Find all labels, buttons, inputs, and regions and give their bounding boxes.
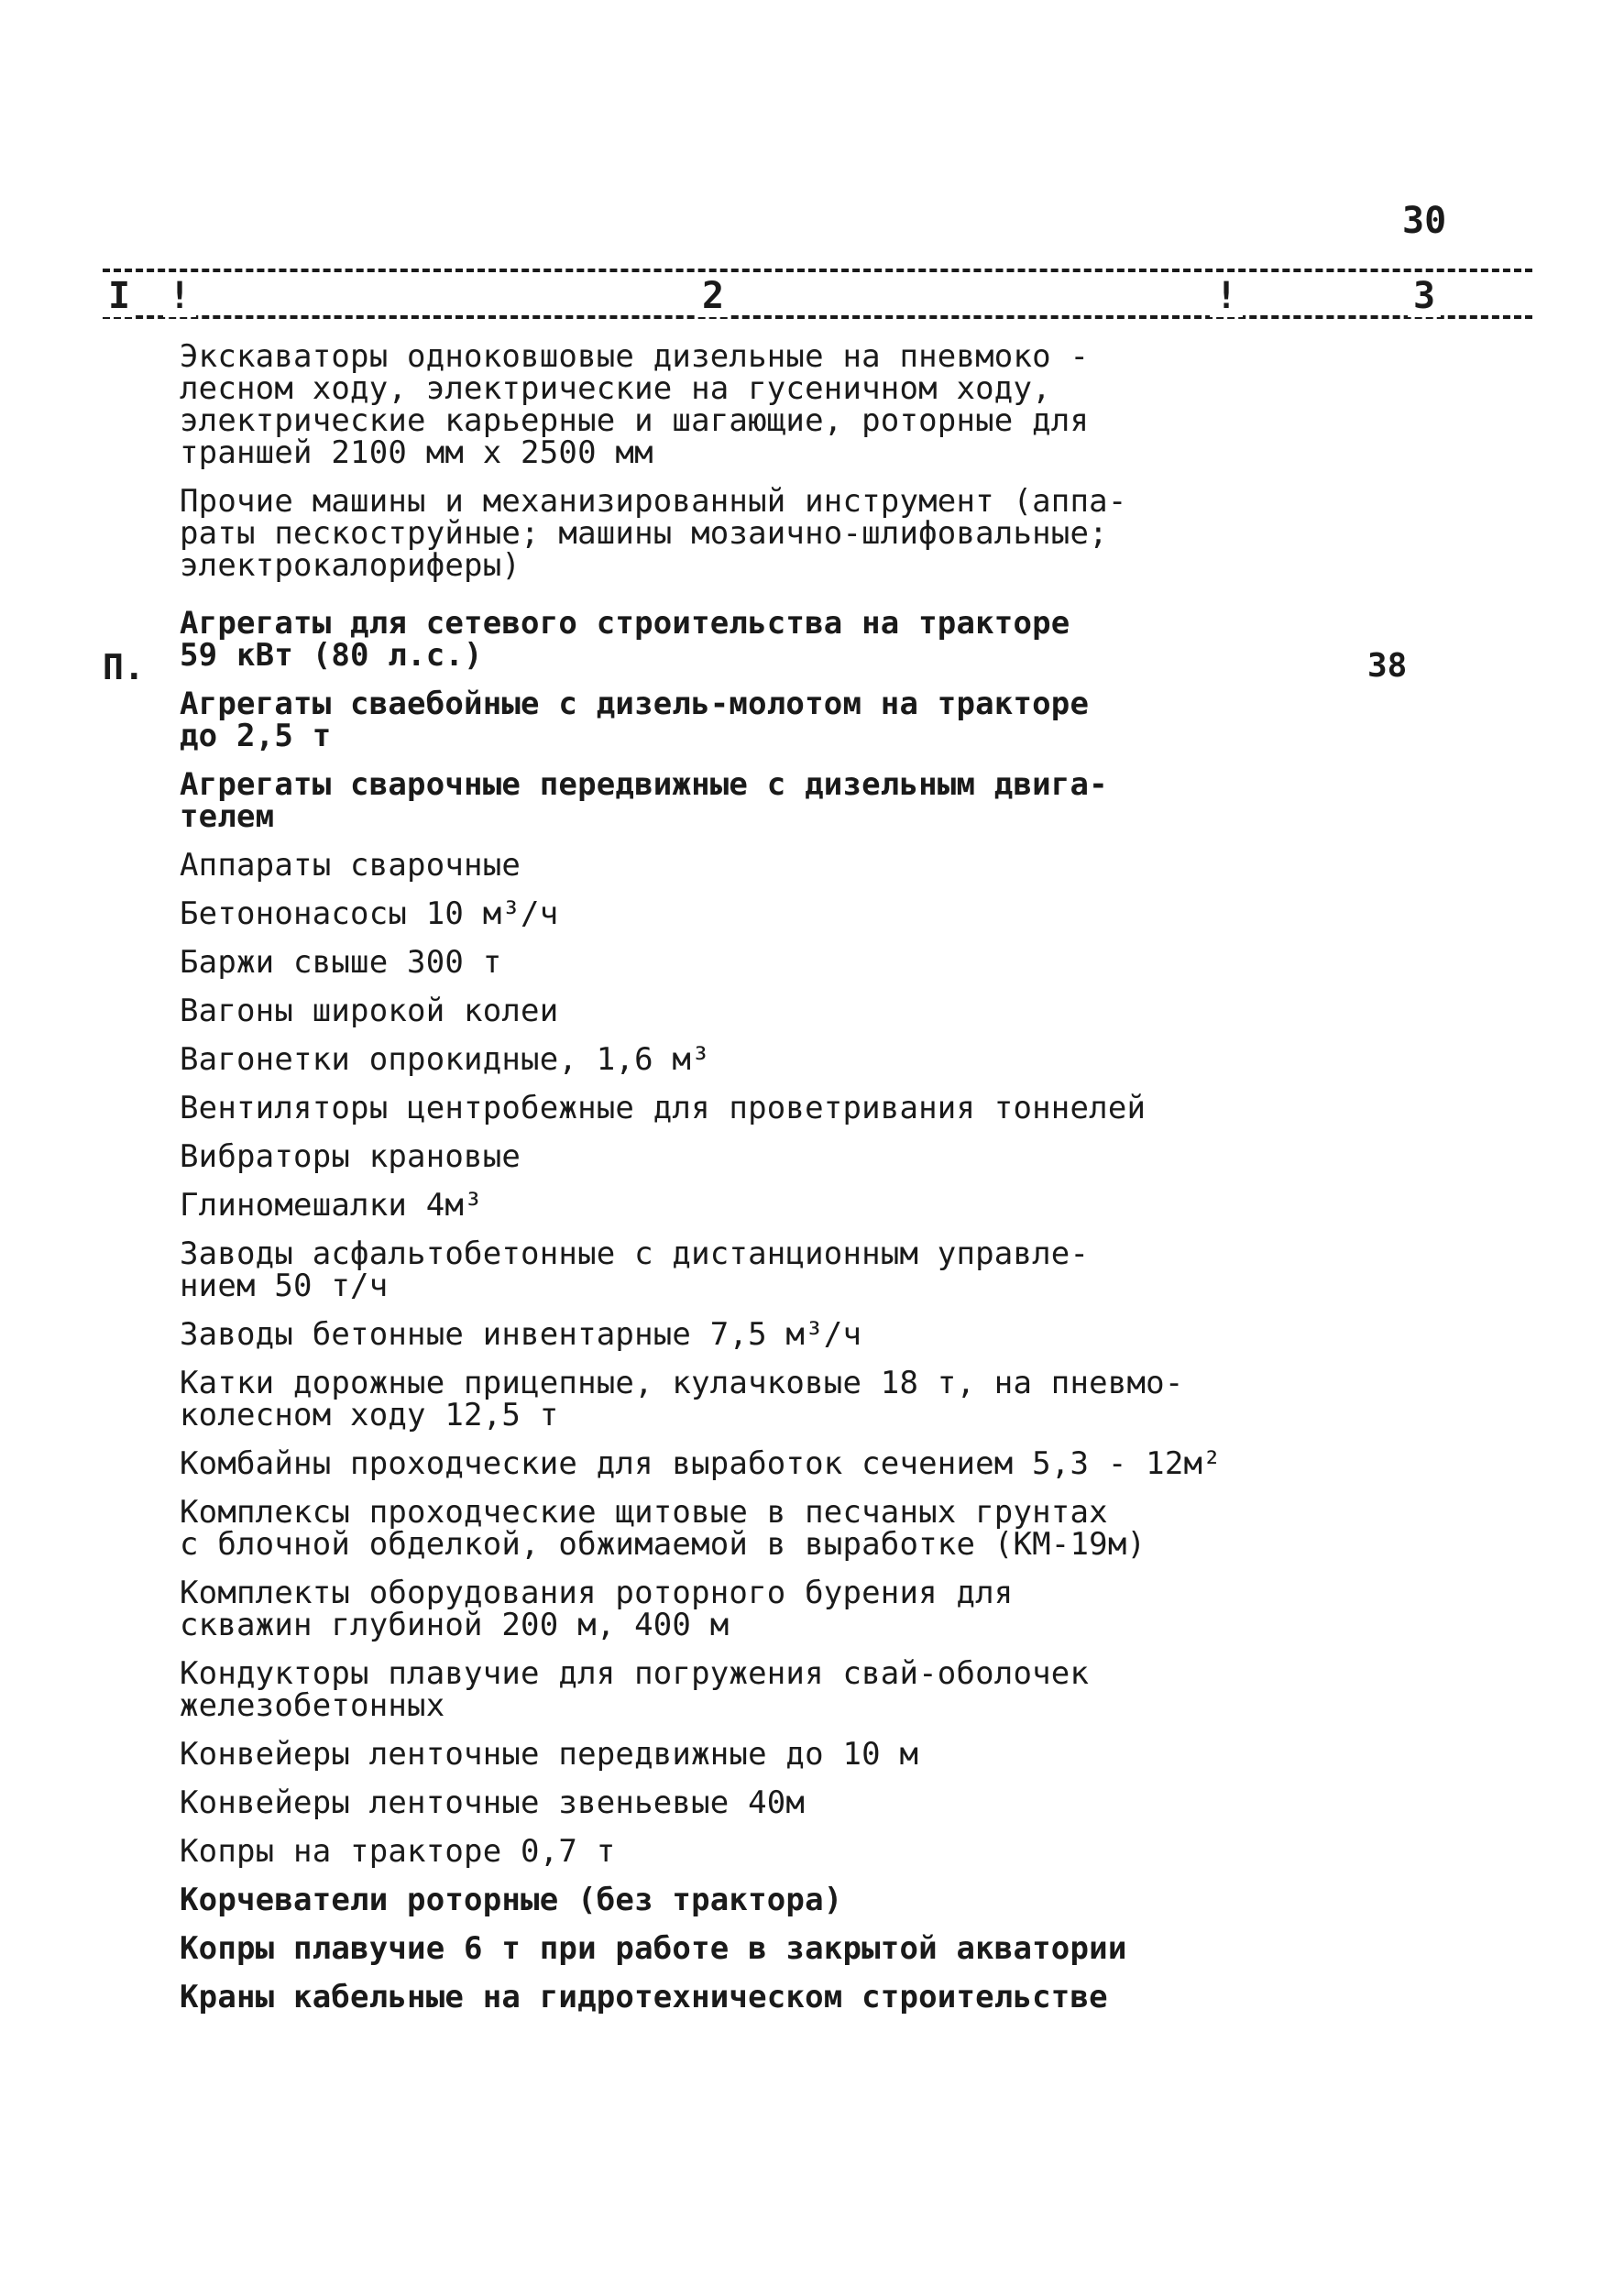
list-item: Глиномешалки 4м³ (180, 1187, 483, 1224)
list-item: Аппараты сварочные (180, 847, 521, 884)
column-separator: ! (163, 275, 196, 317)
list-item: Вагонетки опрокидные, 1,6 м³ (180, 1041, 710, 1078)
list-item: Прочие машины и механизированный инструмент (аппа- раты пескоструйные; машины мозаично-шлифовальные; электрокалориферы) (180, 483, 1127, 584)
list-item: Агрегаты сварочные передвижные с дизельным двига- телем (180, 766, 1108, 835)
list-item: Вентиляторы центробежные для проветривания тоннелей (180, 1090, 1147, 1126)
page-number: 30 (1402, 200, 1447, 242)
list-item: Комплексы проходческие щитовые в песчаных грунтах с блочной обделкой, обжимаемой в выработке (КМ-19м) (180, 1494, 1147, 1563)
column-separator: ! (1210, 275, 1243, 317)
list-item: Бетононасосы 10 м³/ч (180, 895, 559, 932)
list-item: Заводы асфальтобетонные с дистанционным управле- нием 50 т/ч (180, 1235, 1090, 1304)
list-item: Заводы бетонные инвентарные 7,5 м³/ч (180, 1316, 862, 1353)
header-rule-bottom (103, 315, 1532, 319)
list-item: Катки дорожные прицепные, кулачковые 18 т, на пневмо- колесном ходу 12,5 т (180, 1365, 1184, 1433)
list-item: Корчеватели роторные (без трактора) (180, 1882, 843, 1918)
list-item: Экскаваторы одноковшовые дизельные на пневмоко - лесном ходу, электрические на гусеничном ходу, электрические карьерные и шагающие, роторные для траншей 2100 мм х 2500 мм (180, 338, 1090, 471)
list-item: Краны кабельные на гидротехническом строительстве (180, 1979, 1108, 2015)
list-item: Конвейеры ленточные звеньевые 40м (180, 1784, 806, 1821)
section-ii-value: 38 (1367, 647, 1408, 685)
list-item: Вагоны широкой колеи (180, 993, 559, 1029)
list-item: Баржи свыше 300 т (180, 944, 502, 981)
list-item: Копры на тракторе 0,7 т (180, 1833, 616, 1870)
column-1-heading: I (103, 275, 136, 317)
header-rule-top (103, 269, 1532, 272)
list-item: Агрегаты сваебойные с дизель-молотом на тракторе до 2,5 т (180, 686, 1090, 754)
list-item: Копры плавучие 6 т при работе в закрытой акватории (180, 1930, 1127, 1967)
section-ii-number: П. (103, 647, 145, 687)
list-item: Комплекты оборудования роторного бурения для скважин глубиной 200 м, 400 м (180, 1575, 1014, 1643)
column-2-heading: 2 (697, 275, 730, 317)
list-item: Вибраторы крановые (180, 1138, 521, 1175)
item-list (180, 338, 1463, 2030)
list-item: Кондукторы плавучие для погружения свай-оболочек железобетонных (180, 1655, 1090, 1724)
list-item: Агрегаты для сетевого строительства на тракторе 59 кВт (80 л.с.) (180, 605, 1070, 674)
column-3-heading: 3 (1408, 275, 1441, 317)
list-item: Конвейеры ленточные передвижные до 10 м (180, 1736, 919, 1773)
list-item: Комбайны проходческие для выработок сечением 5,3 - 12м² (180, 1445, 1222, 1482)
